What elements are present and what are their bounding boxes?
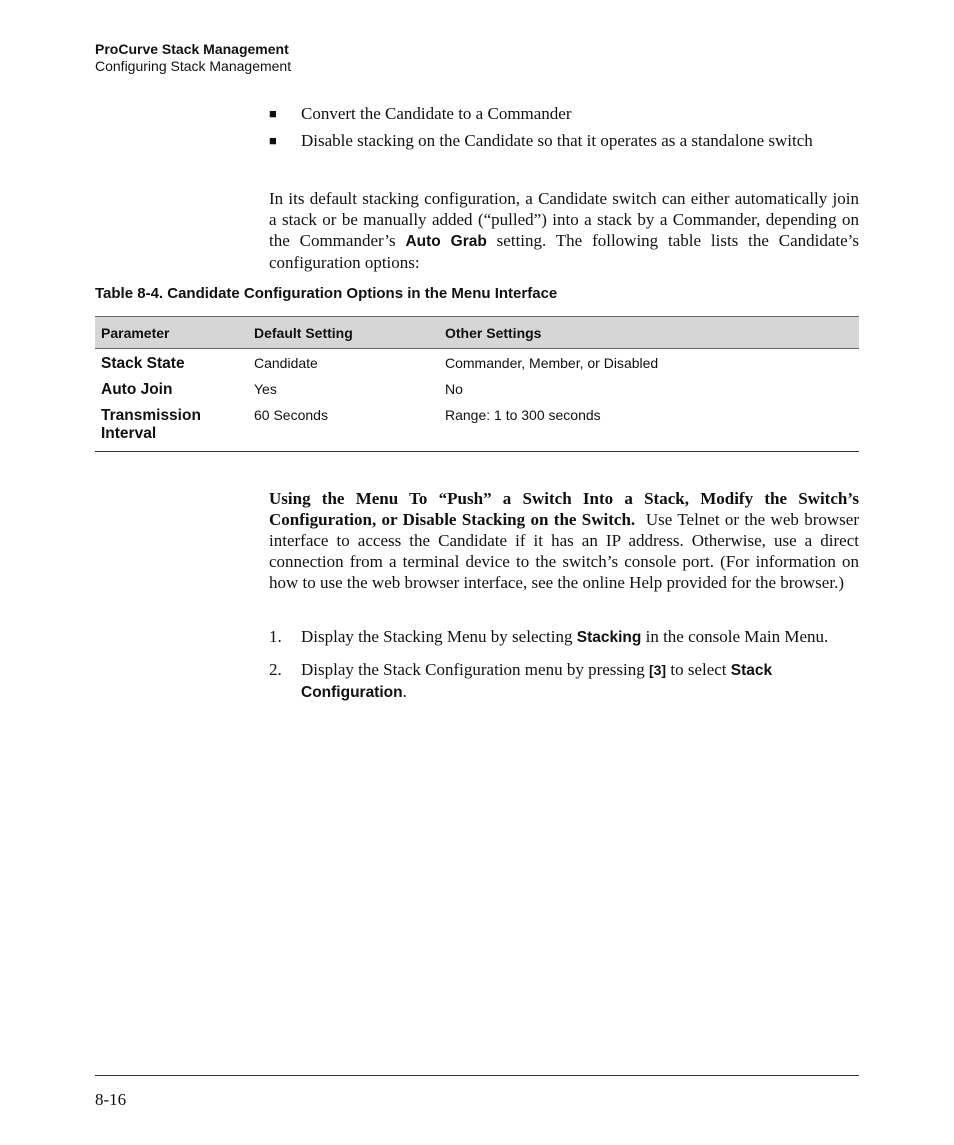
bullet-square-icon: ■	[269, 133, 277, 148]
table-cell: Range: 1 to 300 seconds	[439, 401, 859, 452]
step-number: 2.	[269, 660, 282, 679]
candidate-options-table	[95, 316, 859, 452]
bullet-square-icon: ■	[269, 106, 277, 121]
list-item	[269, 659, 859, 703]
key-3: [3]	[648, 662, 667, 678]
list-item	[269, 130, 859, 151]
table-cell: Transmission Interval	[95, 401, 248, 452]
list-item	[269, 103, 859, 124]
table-cell: Candidate	[254, 355, 318, 371]
running-header-subtitle: Configuring Stack Management	[95, 58, 292, 74]
step-number: 1.	[269, 627, 282, 646]
procedure-steps	[269, 626, 859, 714]
keyword-stacking: Stacking	[576, 629, 642, 646]
intro-paragraph	[269, 188, 859, 273]
push-switch-paragraph	[269, 488, 859, 593]
keyword-stack-configuration: Stack Configuration	[301, 662, 773, 701]
step-text: to select	[666, 660, 731, 679]
step-text: .	[402, 682, 407, 701]
table-cell: No	[445, 381, 463, 397]
table-row	[95, 349, 859, 376]
table-header-row	[95, 317, 859, 349]
list-item	[269, 626, 859, 648]
keyword-auto-grab: Auto Grab	[405, 233, 487, 250]
step-text: Display the Stack Configuration menu by pressing	[301, 660, 649, 679]
table-caption: Table 8-4. Candidate Configuration Options in the Menu Interface	[95, 285, 558, 302]
table-cell: 60 Seconds	[248, 401, 439, 452]
step-text: Display the Stacking Menu by selecting	[301, 627, 577, 646]
table-cell: Yes	[254, 381, 277, 397]
table-cell: Auto Join	[101, 381, 173, 398]
table-cell: Stack State	[101, 355, 185, 372]
running-header-title: ProCurve Stack Management	[95, 41, 289, 57]
column-header-other: Other Settings	[439, 317, 859, 349]
table-row	[95, 401, 859, 452]
paragraph-text: Use Telnet or the web browser interface to access the Candidate if it has an IP address. Otherwise, use a direct connection from a terminal device to the switch’s console port. (For information on how to use the web browser interface, see the online Help provided for the browser.)	[269, 510, 859, 592]
bullet-text: Convert the Candidate to a Commander	[301, 104, 572, 123]
column-header-parameter: Parameter	[95, 317, 248, 349]
paragraph-text: In its default stacking configuration, a Candidate switch can either automatically join a stack or be manually added (“pulled”) into a stack by a Commander, depending on the Commander’s	[269, 189, 859, 250]
paragraph-text: setting. The following table lists the Candidate’s configuration options:	[269, 231, 860, 272]
bullet-list	[269, 103, 859, 157]
bullet-text: Disable stacking on the Candidate so that it operates as a standalone switch	[301, 131, 813, 150]
run-in-heading: Using the Menu To “Push” a Switch Into a Stack, Modify the Switch’s Configuration, or Disable Stacking on the Switch.	[269, 489, 859, 529]
page-number: 8-16	[95, 1090, 127, 1109]
table-row	[95, 375, 859, 401]
footer-divider	[95, 1075, 859, 1076]
column-header-default: Default Setting	[248, 317, 439, 349]
step-text: in the console Main Menu.	[641, 627, 829, 646]
table-cell: Commander, Member, or Disabled	[445, 355, 659, 371]
